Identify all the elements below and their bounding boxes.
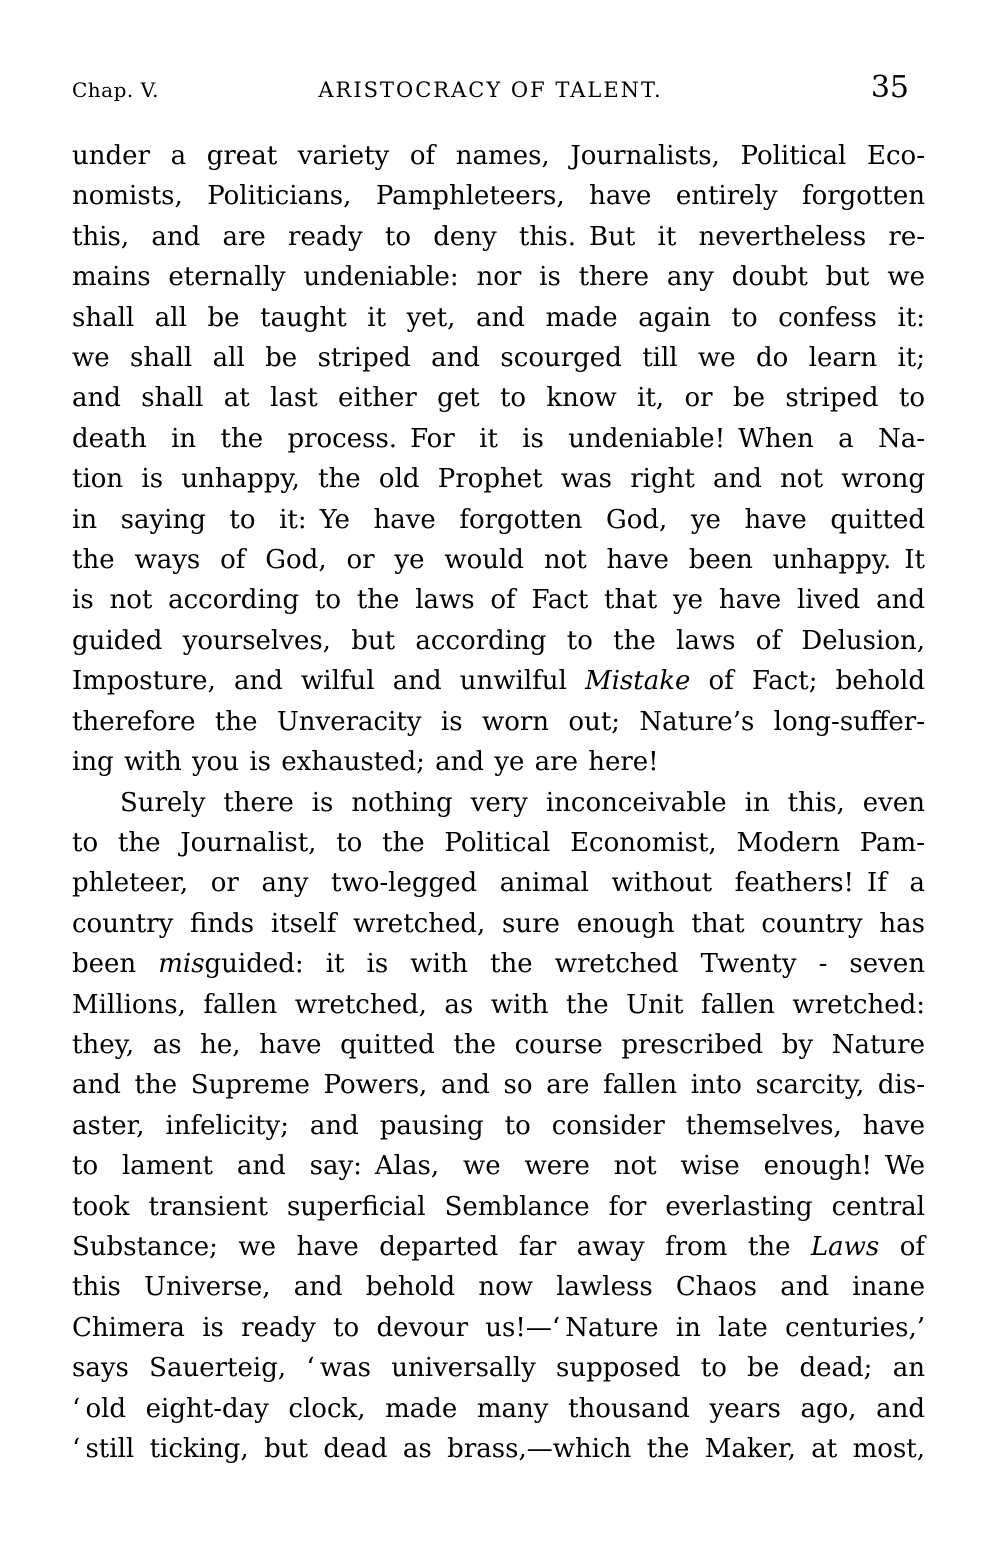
text-segment: ing with you is exhausted; and ye are here!: [72, 747, 659, 778]
paragraph: [72, 136, 925, 783]
text-segment: the ways of God, or ye would not have been unhappy. It: [72, 545, 925, 576]
text-segment: of: [879, 1231, 925, 1262]
running-header: [72, 70, 925, 105]
text-segment: ‘ old eight-day clock, made many thousand years ago, and: [72, 1393, 925, 1424]
text-line: [72, 621, 925, 661]
italic-text: Laws: [810, 1231, 880, 1262]
text-line: [72, 944, 925, 984]
text-line: [72, 1187, 925, 1227]
paragraph: [72, 783, 925, 1470]
text-segment: Chimera is ready to devour us!—‘ Nature in late centuries,’: [72, 1312, 925, 1343]
text-line: [72, 1389, 925, 1429]
text-line: [72, 702, 925, 742]
text-line: [72, 1429, 925, 1469]
text-segment: phleteer, or any two-legged animal without feathers! If a: [72, 868, 925, 899]
text-line: [72, 1267, 925, 1307]
text-segment: country finds itself wretched, sure enough that country has: [72, 908, 925, 939]
text-line: [72, 540, 925, 580]
text-segment: Millions, fallen wretched, as with the Unit fallen wretched:: [72, 989, 925, 1020]
text-segment: aster, infelicity; and pausing to consider themselves, have: [72, 1110, 925, 1141]
text-segment: nomists, Politicians, Pamphleteers, have entirely forgotten: [72, 181, 925, 212]
text-segment: they, as he, have quitted the course prescribed by Nature: [72, 1029, 925, 1060]
text-line: [72, 742, 925, 782]
text-line: [72, 1065, 925, 1105]
text-line: [72, 1025, 925, 1065]
text-line: [72, 298, 925, 338]
text-segment: of Fact; behold: [690, 666, 925, 697]
text-line: [72, 1146, 925, 1186]
text-segment: therefore the Unveracity is worn out; Nature’s long-suffer-: [72, 706, 925, 737]
text-line: [72, 176, 925, 216]
text-segment: ‘ still ticking, but dead as brass,—which the Maker, at most,: [72, 1434, 925, 1464]
text-line: [72, 823, 925, 863]
text-segment: been: [72, 949, 159, 980]
text-segment: guided yourselves, but according to the laws of Delusion,: [72, 625, 925, 656]
text-line: [72, 904, 925, 944]
running-title: ARISTOCRACY OF TALENT.: [318, 78, 663, 102]
text-segment: Substance; we have departed far away from the: [72, 1231, 811, 1262]
text-segment: and the Supreme Powers, and so are fallen into scarcity, dis-: [72, 1070, 925, 1101]
text-segment: to lament and say: Alas, we were not wise enough! We: [72, 1151, 925, 1182]
text-line: [72, 1308, 925, 1348]
text-line: [72, 1106, 925, 1146]
text-segment: in saying to it: Ye have forgotten God, ye have quitted: [72, 504, 925, 535]
text-segment: shall all be taught it yet, and made again to confess it:: [72, 302, 925, 333]
text-line: [72, 257, 925, 297]
text-line: [72, 378, 925, 418]
text-segment: and shall at last either get to know it, or be striped to: [72, 383, 925, 414]
text-segment: tion is unhappy, the old Prophet was right and not wrong: [72, 464, 925, 495]
text-line: [72, 419, 925, 459]
italic-text: Mistake: [584, 666, 691, 697]
page-number: 35: [870, 70, 909, 105]
text-segment: Imposture, and wilful and unwilful: [72, 666, 585, 697]
text-line: [72, 985, 925, 1025]
text-line: [72, 661, 925, 701]
text-line: [72, 136, 925, 176]
text-line: [72, 1348, 925, 1388]
text-segment: mains eternally undeniable: nor is there any doubt but we: [72, 262, 925, 293]
text-segment: under a great variety of names, Journalists, Political Eco-: [72, 141, 925, 171]
text-segment: took transient superficial Semblance for everlasting central: [72, 1191, 925, 1222]
text-line: [72, 1227, 925, 1267]
text-line: [72, 863, 925, 903]
text-segment: guided: it is with the wretched Twenty - seven: [204, 949, 925, 980]
text-line: [72, 783, 925, 823]
text-segment: Surely there is nothing very inconceivable in this, even: [120, 787, 925, 818]
text-segment: to the Journalist, to the Political Economist, Modern Pam-: [72, 827, 925, 858]
text-segment: is not according to the laws of Fact that ye have lived and: [72, 585, 925, 616]
text-segment: we shall all be striped and scourged till we do learn it;: [72, 343, 925, 374]
text-segment: this, and are ready to deny this. But it nevertheless re-: [72, 221, 925, 252]
page-body: [72, 136, 925, 1469]
italic-text: mis: [158, 949, 205, 980]
text-segment: says Sauerteig, ‘ was universally supposed to be dead; an: [72, 1353, 925, 1384]
text-line: [72, 500, 925, 540]
text-line: [72, 459, 925, 499]
text-line: [72, 580, 925, 620]
text-line: [72, 338, 925, 378]
text-segment: this Universe, and behold now lawless Chaos and inane: [72, 1272, 925, 1303]
text-segment: death in the process. For it is undeniable! When a Na-: [72, 423, 925, 454]
chapter-label: Chap. V.: [72, 78, 159, 102]
text-line: [72, 217, 925, 257]
